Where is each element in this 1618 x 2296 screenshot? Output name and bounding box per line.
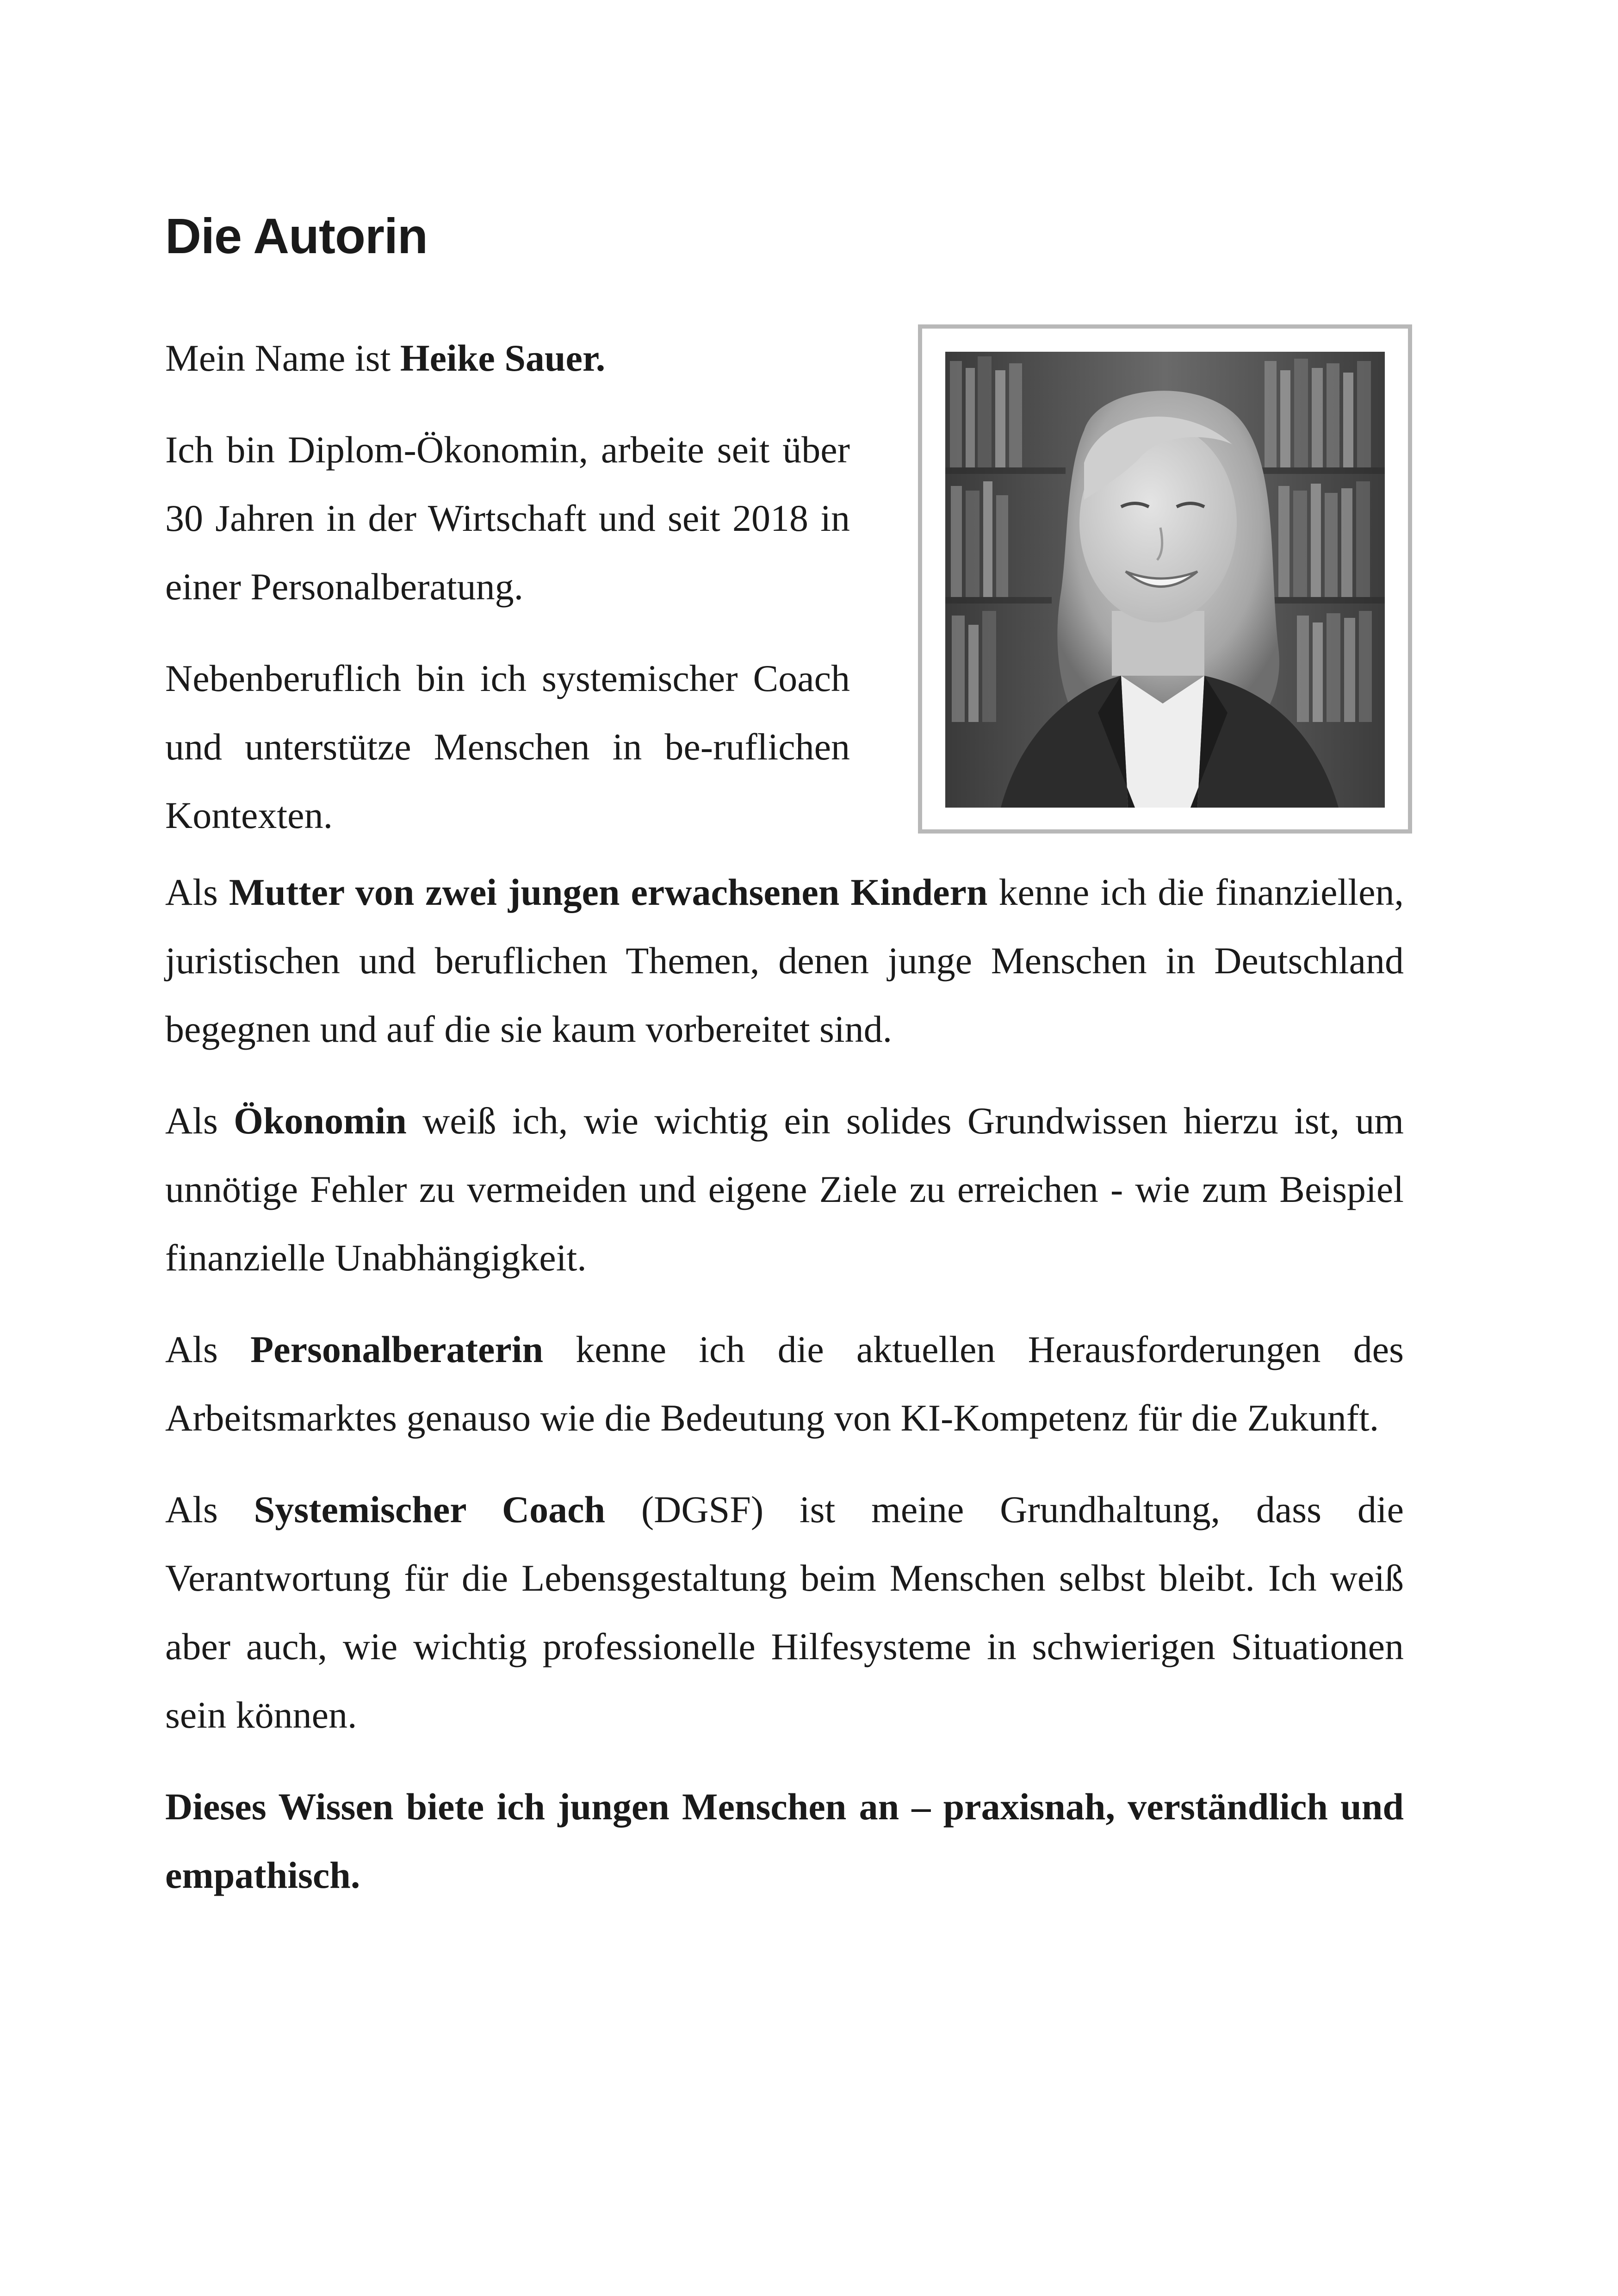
emphasis-recruiter: Personalberaterin — [250, 1328, 544, 1370]
paragraph-economist: Als Ökonomin weiß ich, wie wichtig ein solides Grundwissen hierzu ist, um unnötige Fehler zu vermeiden und eigene Ziele zu erreichen - wie zum Beispiel finanzielle Unabhängigkeit. — [165, 1100, 1404, 1279]
intro-block — [165, 324, 850, 873]
paragraph-mother: Als Mutter von zwei jungen erwachsenen Kindern kenne ich die finanziellen, juristischen und beruflichen Themen, denen junge Menschen in Deutschland begegnen und auf die sie kaum vorbereitet sind. — [165, 871, 1404, 1050]
coach-paragraph: Nebenberuflich bin ich systemischer Coach und unterstütze Menschen in be-ruflichen Kontexten. — [165, 657, 850, 836]
author-photo — [945, 352, 1385, 808]
portrait-illustration — [945, 352, 1385, 808]
emphasis-economist: Ökonomin — [234, 1100, 407, 1142]
main-text — [165, 858, 1404, 1933]
author-photo-frame — [918, 324, 1412, 834]
career-paragraph: Ich bin Diplom-Ökonomin, arbeite seit über 30 Jahren in der Wirtschaft und seit 2018 in einer Personalberatung. — [165, 429, 850, 608]
emphasis-coach: Systemischer Coach — [254, 1488, 606, 1531]
paragraph-recruiter: Als Personalberaterin kenne ich die aktuellen Herausforderungen des Arbeitsmarktes genauso wie die Bedeutung von KI-Kompetenz für die Zukunft. — [165, 1328, 1404, 1439]
author-name: Heike Sauer. — [400, 337, 606, 379]
name-prefix: Mein Name ist — [165, 337, 400, 379]
page-title: Die Autorin — [165, 208, 428, 264]
name-paragraph — [165, 324, 850, 392]
emphasis-mother: Mutter von zwei jungen erwachsenen Kindern — [229, 871, 988, 913]
paragraph-coach: Als Systemischer Coach (DGSF) ist meine Grundhaltung, dass die Verantwortung für die Lebensgestaltung beim Menschen selbst bleibt. Ich weiß aber auch, wie wichtig professionelle Hilfesysteme in schwierigen Situationen sein können. — [165, 1488, 1404, 1736]
closing-statement: Dieses Wissen biete ich jungen Menschen an – praxisnah, verständlich und empathisch. — [165, 1786, 1404, 1896]
